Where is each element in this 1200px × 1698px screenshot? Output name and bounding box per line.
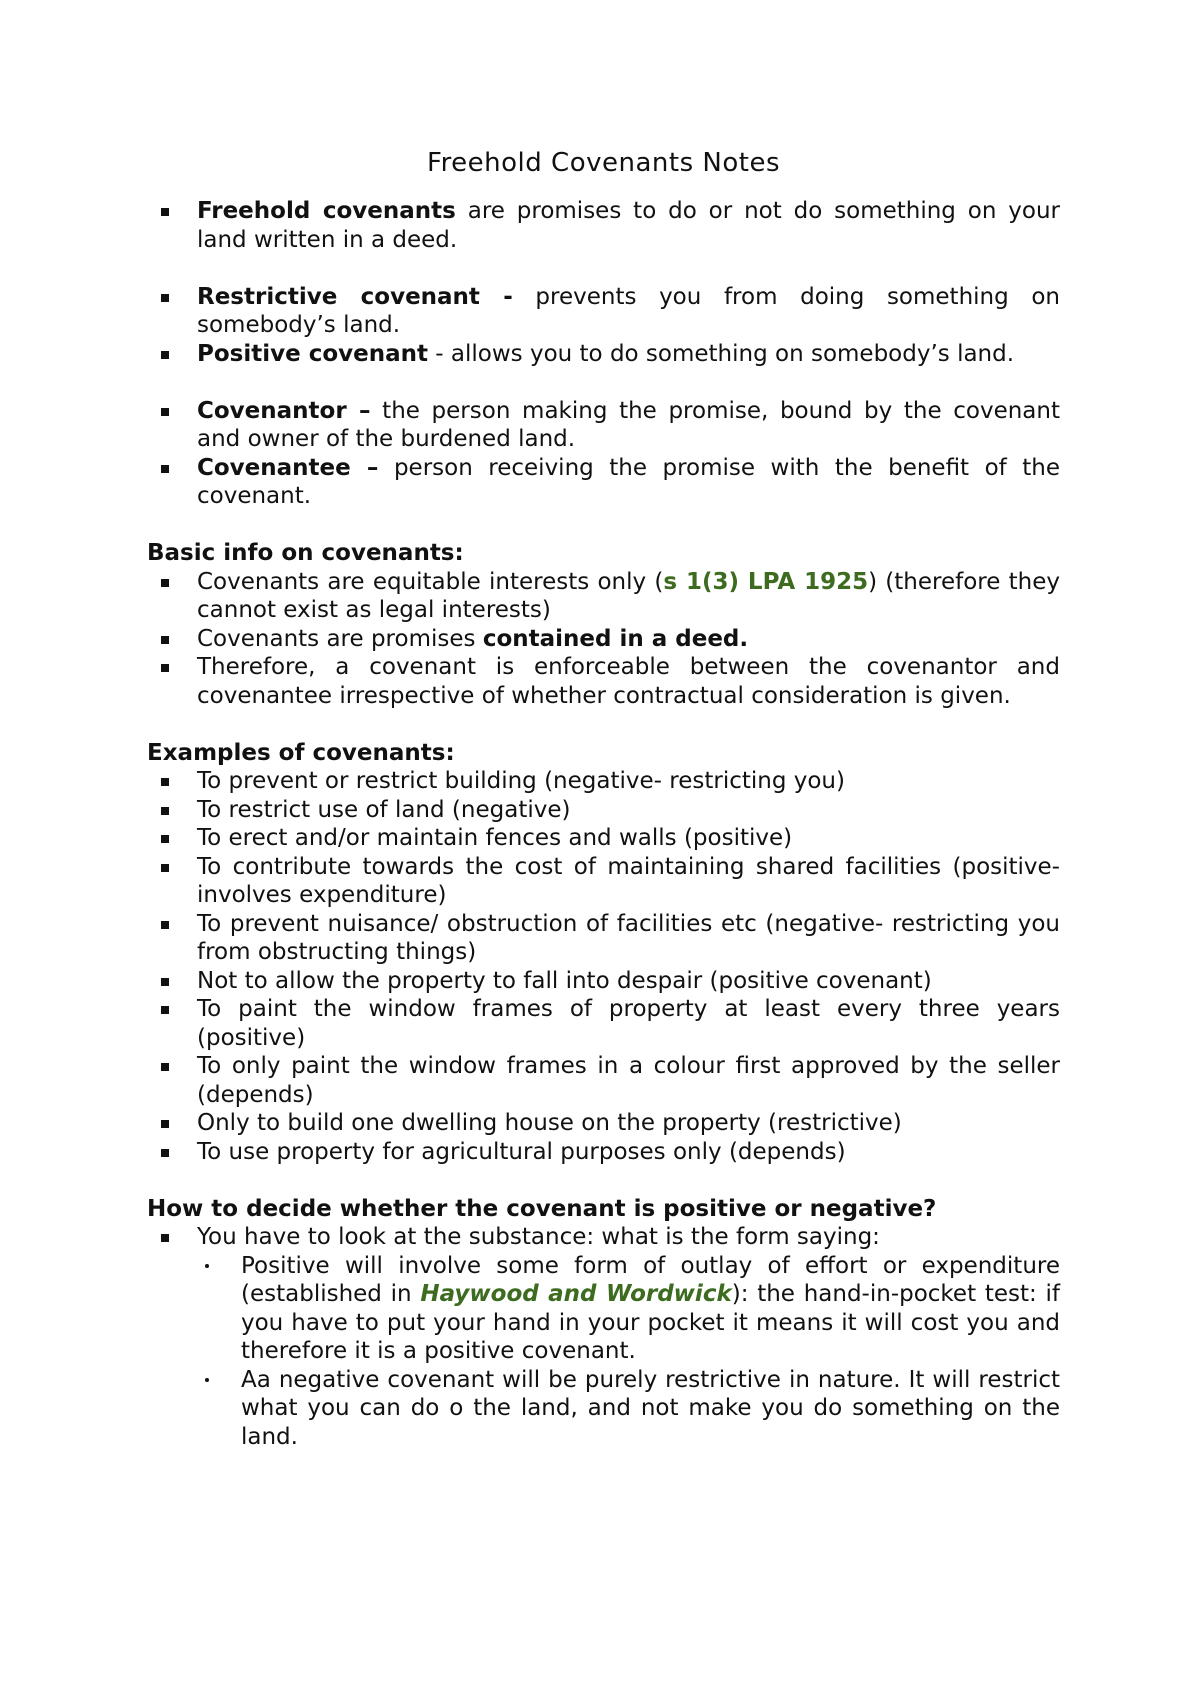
covenant-types-list bbox=[147, 283, 1060, 369]
definition-text: the person making the promise, bound by the covenant and owner of the burdened land. bbox=[197, 397, 1061, 452]
basic-info-list bbox=[147, 568, 1060, 711]
list-item-covenantor bbox=[147, 397, 1060, 454]
sub-list bbox=[197, 1252, 1060, 1452]
text: Positive will involve some form of outlay of effort or expenditure (established in bbox=[241, 1252, 1060, 1307]
definitions-list bbox=[147, 197, 1060, 254]
list-item: To contribute towards the cost of maintaining shared facilities (positive- involves expenditure) bbox=[147, 853, 1060, 910]
text: Covenants are equitable interests only ( bbox=[197, 568, 664, 595]
list-item: To paint the window frames of property at least every three years (positive) bbox=[147, 995, 1060, 1052]
list-item: To restrict use of land (negative) bbox=[147, 796, 1060, 825]
list-item-restrictive-covenant bbox=[147, 283, 1060, 340]
list-item: To use property for agricultural purposes only (depends) bbox=[147, 1138, 1060, 1167]
term: Covenantor – bbox=[197, 397, 371, 424]
text: ): the hand-in-pocket test: if you have to put your hand in your pocket it means it will cost you and therefore it is a positive covenant. bbox=[241, 1281, 1060, 1364]
definition-text: person receiving the promise with the benefit of the covenant. bbox=[197, 454, 1060, 509]
section-heading-examples: Examples of covenants: bbox=[147, 739, 455, 766]
list-item: To prevent nuisance/ obstruction of facilities etc (negative- restricting you from obstructing things) bbox=[147, 910, 1060, 967]
term: Positive covenant bbox=[197, 340, 428, 367]
definition-text: - allows you to do something on somebody’s land. bbox=[428, 340, 1015, 367]
sub-list-item-negative: Aa negative covenant will be purely restrictive in nature. It will restrict what you can do o the land, and not make you do something on the land. bbox=[147, 1366, 1060, 1452]
list-item: Only to build one dwelling house on the property (restrictive) bbox=[147, 1109, 1060, 1138]
text: Covenants are promises bbox=[197, 625, 483, 652]
definition-text: prevents you from doing something on somebody’s land. bbox=[197, 283, 1060, 338]
term: Covenantee – bbox=[197, 454, 379, 481]
list-item bbox=[147, 568, 1060, 625]
term: Restrictive covenant - bbox=[197, 283, 513, 310]
section-heading-basic-info: Basic info on covenants: bbox=[147, 540, 464, 566]
list-item: Therefore, a covenant is enforceable between the covenantor and covenantee irrespective of whether contractual consideration is given. bbox=[147, 653, 1060, 710]
section-heading-decide: How to decide whether the covenant is positive or negative? bbox=[147, 1195, 937, 1222]
list-item-freehold-covenants bbox=[147, 197, 1060, 254]
list-item: To only paint the window frames in a colour first approved by the seller (depends) bbox=[147, 1052, 1060, 1109]
decide-list bbox=[147, 1223, 1060, 1451]
list-item: To erect and/or maintain fences and walls (positive) bbox=[147, 824, 1060, 853]
emphasis: contained in a deed. bbox=[482, 625, 749, 652]
list-item: To prevent or restrict building (negative- restricting you) bbox=[147, 767, 1060, 796]
text: ) (therefore they cannot exist as legal interests) bbox=[197, 568, 1060, 623]
case-citation: Haywood and Wordwick bbox=[420, 1281, 732, 1307]
document-body bbox=[147, 148, 1060, 1451]
page-title: Freehold Covenants Notes bbox=[427, 148, 780, 178]
text: You have to look at the substance: what is the form saying: bbox=[197, 1224, 880, 1250]
list-item-covenantee bbox=[147, 454, 1060, 511]
term: Freehold covenants bbox=[197, 198, 456, 224]
examples-list bbox=[147, 767, 1060, 1166]
parties-list bbox=[147, 397, 1060, 511]
statute-citation: s 1(3) LPA 1925 bbox=[663, 568, 869, 595]
list-item: Not to allow the property to fall into despair (positive covenant) bbox=[147, 967, 1060, 996]
definition-text: are promises to do or not do something on your land written in a deed. bbox=[197, 198, 1061, 253]
list-item-positive-covenant bbox=[147, 340, 1060, 369]
list-item bbox=[147, 1223, 1060, 1451]
sub-list-item-positive bbox=[147, 1252, 1060, 1366]
list-item bbox=[147, 625, 1060, 654]
